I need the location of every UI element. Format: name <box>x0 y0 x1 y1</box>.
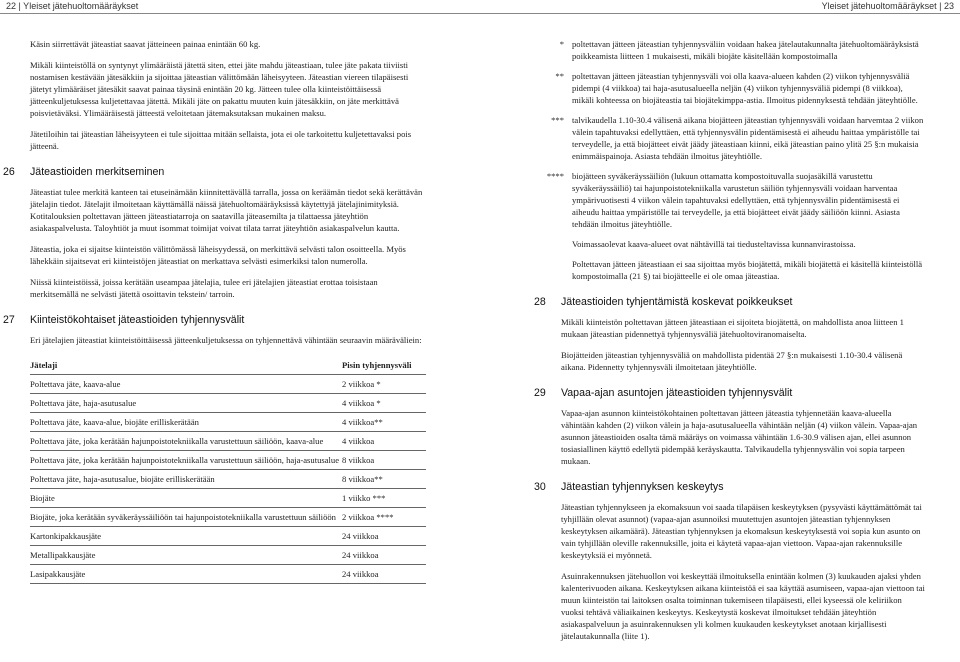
section-heading-26 <box>3 166 426 178</box>
cell-interval: 24 viikkoa <box>342 527 426 546</box>
section-heading-28 <box>534 296 926 308</box>
paragraph: Biojätteiden jäteastian tyhjennysväliä on mahdollista pidentää 27 §:n mukaisesti 1.10-30.4 välisenä aikana. Pidennetty tyhjennysväli ilmoitetaan jäteyhtiölle. <box>561 350 903 372</box>
cell-waste-type: Poltettava jäte, haja-asutusalue, biojäte erilliskerätään <box>30 470 342 489</box>
header-left-page-label: 22 | Yleiset jätehuoltomääräykset <box>6 1 139 11</box>
right-column <box>534 38 926 651</box>
note-text: Voimassaolevat kaava-alueet ovat nähtävillä tai tiedusteltavissa kunnanvirastoissa. <box>572 239 856 249</box>
table-row <box>30 546 426 565</box>
header-rule <box>0 13 960 14</box>
cell-waste-type: Poltettava jäte, kaava-alue <box>30 375 342 394</box>
section-number: 26 <box>3 166 15 178</box>
footnote-marker: * <box>559 39 564 49</box>
note-paragraph <box>534 258 926 282</box>
section-heading-27 <box>3 314 426 326</box>
paragraph: Mikäli kiinteistön poltettavan jätteen jäteastiaan ei sijoiteta biojätettä, on mahdollista anoa liitteen 1 mukaan jäteastian pidennettyä tyhjennysväliä jätehuoltoviranomaiselta. <box>561 317 904 339</box>
section-title: Jäteastioiden tyhjentämistä koskevat poikkeukset <box>561 296 793 308</box>
paragraph: Niissä kiinteistöissä, joissa kerätään useampaa jätelajia, tulee eri jätelajien jäteastiat erottaa toisistaan merkitsemällä ne selvästi jätettä osoittavin tekstein/ tarroin. <box>30 277 378 299</box>
column-header-interval: Pisin tyhjennysväli <box>342 356 426 375</box>
page-header <box>0 0 960 13</box>
footnote-text: biojätteen syväkeräyssäiliön (lukuun ottamatta kompostoituvalla suojasäkillä varustettu syväkeräyssäiliö) tai hajunpoistotekniikalla varustetun säiliön tyhjennysväli voidaan harventaa ympärivuotisesti 4 viikon välein tapahtuvaksi edellyttäen, että tyhjennysvälin pidentämisestä ei aiheudu haittaa ympäristölle tai terveydelle, ja että biojätteet eivät jäädy säiliöön kiinni. Asiasta tehdään ilmoitus jäteyhtiölle. <box>572 171 900 229</box>
footnote-text: poltettavan jätteen jäteastian tyhjennysväliin voidaan hakea jätelautakunnalta jätehuoltomääräyksistä poikkeamista liitteen 1 mukaisesti, mikäli biojäte käsitellään kompostoimalla <box>572 39 919 61</box>
footnote-marker: *** <box>551 115 564 125</box>
cell-interval: 4 viikkoa * <box>342 394 426 413</box>
section-title: Jäteastian tyhjennyksen keskeytys <box>561 481 724 493</box>
table-row <box>30 451 426 470</box>
table-row <box>30 565 426 584</box>
cell-waste-type: Poltettava jäte, joka kerätään hajunpoistotekniikalla varustettuun säiliöön, kaava-alue <box>30 432 342 451</box>
cell-waste-type: Poltettava jäte, joka kerätään hajunpoistotekniikalla varustettuun säiliöön, haja-asutusalue <box>30 451 342 470</box>
paragraph: Käsin siirrettävät jäteastiat saavat jätteineen painaa enintään 60 kg. <box>30 39 261 49</box>
cell-interval: 24 viikkoa <box>342 565 426 584</box>
section-title: Vapaa-ajan asuntojen jäteastioiden tyhjennysvälit <box>561 387 793 399</box>
paragraph: Jäteastia, joka ei sijaitse kiinteistön välittömässä läheisyydessä, on merkittävä selvästi talon osoitteella. Myös lähekkäin sijaitsevat eri kiinteistöjen jäteastiat on merkattava selvästi esimerkiksi talon numerolla. <box>30 244 406 266</box>
cell-waste-type: Biojäte, joka kerätään syväkeräyssäiliöön tai hajunpoistotekniikalla varustettuun säiliöön <box>30 508 342 527</box>
footnote <box>534 70 926 106</box>
column-header-waste-type: Jätelaji <box>30 356 342 375</box>
table-row <box>30 470 426 489</box>
paragraph: Jätetiloihin tai jäteastian läheisyyteen ei tule sijoittaa mitään sellaista, jota ei ole tarkoitettu kuljetettavaksi pois jätteenä. <box>30 129 412 151</box>
header-right-page-label: Yleiset jätehuoltomääräykset | 23 <box>821 1 954 11</box>
section-number: 27 <box>3 314 15 326</box>
section-heading-29 <box>534 387 926 399</box>
table-header-row <box>30 356 426 375</box>
paragraph: Jäteastian tyhjennykseen ja ekomaksuun voi saada tilapäisen keskeytyksen (pysyvästi käyttämättömät tai tyhjillään olevat asunnot) (vapaa-ajan asunnoiksi muutettujen asuntojen jäteastian tyhjennyksen keskeytyksen aikamäärä). Jäteastian tyhjennyksen ja ekomaksun keskeytyksestä voi sopia kun asunto on vain tyhjillään oleville rakennuksille, joita ei käytetä vapaa-ajan viettoon. Vapaa-ajan rakennuksille keskeytyksiä ei myönnetä. <box>561 502 922 560</box>
cell-interval: 2 viikkoa * <box>342 375 426 394</box>
table-row <box>30 508 426 527</box>
table-row <box>30 394 426 413</box>
footnote-text: poltettavan jätteen jäteastian tyhjennysväli voi olla kaava-alueen kahden (2) viikon tyhjennysväliä pidempi (4 viikkoa) tai haja-asutusalueella neljän (4) viikon tyhjennysväliä pidempi (8 viikkoa), mikäli kohteessa on biojäteastia tai biojätekimppa-astia. Ilmoitus pidennyksestä tehdään jäteyhtiölle. <box>572 71 918 105</box>
paragraph: Jäteastiat tulee merkitä kanteen tai etuseinämään kiinnitettävällä tarralla, jossa on keräämän tiedot sekä kerättävän jätelajin tiedot. Jätelajit ilmoitetaan käyttämällä näissä jätehuoltomääräyksissä käytettyjä jätelajinimityksiä. Kotitalouksien poltettavan jätteen jäteastiatarroja on saatavilla jäteasemilta ja tilattaessa jäteyhtiön asiakaspalvelusta. Taloyhtiöt ja muut isommat toimijat voivat tilata tarrat jäteyhtiön asiakaspalvelun kautta. <box>30 187 423 233</box>
cell-waste-type: Lasipakkausjäte <box>30 565 342 584</box>
footnote-text: talvikaudella 1.10-30.4 välisenä aikana biojätteen jäteastian tyhjennysväli voidaan harvemtaa 2 viikon välein tapahtuvaksi edellyttäen, että tyhjennysvälin pidentämisestä ei aiheudu haittaa ympäristölle tai terveydelle, ja että biojätteet eivät jäädy jäteastiaan kiinni, eikä jäteastian paino ylitä 25 §:n mukaisia enimmäispainoja. Asiasta tehdään ilmoitus jäteyhtiölle. <box>572 115 924 161</box>
table-row <box>30 432 426 451</box>
table-row <box>30 527 426 546</box>
section-number: 29 <box>534 387 546 399</box>
emptying-interval-table <box>30 356 426 584</box>
table-row <box>30 489 426 508</box>
cell-interval: 24 viikkoa <box>342 546 426 565</box>
section-number: 28 <box>534 296 546 308</box>
cell-waste-type: Metallipakkausjäte <box>30 546 342 565</box>
note-text: Poltettavan jätteen jäteastiaan ei saa sijoittaa myös biojätettä, mikäli biojätettä ei käsitellä kiinteistöllä kompostoimalla (21 §) tai biojätteelle ei ole omaa jäteastiaa. <box>572 259 923 281</box>
cell-waste-type: Biojäte <box>30 489 342 508</box>
note-paragraph <box>534 238 926 250</box>
cell-waste-type: Poltettava jäte, haja-asutusalue <box>30 394 342 413</box>
table-row <box>30 375 426 394</box>
cell-interval: 4 viikkoa** <box>342 413 426 432</box>
cell-interval: 4 viikkoa <box>342 432 426 451</box>
cell-waste-type: Kartonkipakkausjäte <box>30 527 342 546</box>
footnote <box>534 170 926 230</box>
paragraph: Vapaa-ajan asunnon kiinteistökohtainen poltettavan jätteen jäteastia tyhjennetään kaava-alueella vähintään kahden (2) viikon välein ja haja-asutusalueella vähintään neljän (4) viikon välein. Vapaa-ajan asunnon jäteastioiden osalta tämä määräys on voimassa vähintään 1.6-30.9 välisen ajan, ellei asunnon tosiasiallinen käyttö edellytä pidempää keräyskautta. Talvikaudella tyhjennysvälin voi sopia tarpeen mukaan. <box>561 408 918 466</box>
cell-waste-type: Poltettava jäte, kaava-alue, biojäte erilliskerätään <box>30 413 342 432</box>
paragraph: Asuinrakennuksen jätehuollon voi keskeyttää ilmoituksella enintään kolmen (3) kuukauden ajaksi yhden kalenterivuoden aikana. Keskeytyksen aikana kiinteistöä ei saa käyttää asumiseen, vapaa-ajan viettoon tai muun kiinteistön tai laitoksen osalta toiminnan tukemiseen tilapäisesti, ellei kyseessä ole keliriikon vuoksi tehtävä väliaikainen keskeytys. Keskeytystä koskevat ilmoitukset tehdään jäteyhtiön asiakaspalveluun ja asuinrakennuksen yli kolmen kuukauden keskeytykset anotaan kirjallisesti jätelautakunnalla (liite 1). <box>561 571 925 641</box>
table-row <box>30 413 426 432</box>
section-number: 30 <box>534 481 546 493</box>
section-title: Jäteastioiden merkitseminen <box>30 166 165 178</box>
footnote-marker: **** <box>546 171 564 181</box>
paragraph: Mikäli kiinteistöllä on syntynyt ylimääräistä jätettä siten, ettei jäte mahdu jäteastiaan, tulee jäte pakata tiiviisti nostamisen kestävään jätesäkkiin ja sijoittaa jäteastian välittömään läheisyyteen. Jäteastian viereen tilapäisesti jätetyt ylimääräiset jätesäkit saavat painaa täysinä enintään 20 kg. Jätteen tulee olla kiinteistöittäisessä jätteenkuljetuksessa kuljetettavaa jätettä. Mikäli jäte on pakattu muuten kuin jätesäkkiin, on jäte merkittävä poisvietäväksi. Ylimääräisestä jätteestä veloitetaan jätemaksutaksan mukainen maksu. <box>30 60 409 118</box>
section-title: Kiinteistökohtaiset jäteastioiden tyhjennysvälit <box>30 314 245 326</box>
cell-interval: 1 viikko *** <box>342 489 426 508</box>
footnote <box>534 38 926 62</box>
footnote-marker: ** <box>555 71 564 81</box>
footnote <box>534 114 926 162</box>
section-heading-30 <box>534 481 926 493</box>
paragraph: Eri jätelajien jäteastiat kiinteistöittäisessä jätteenkuljetuksessa on tyhjennettävä vähintään seuraavin määräväliein: <box>30 335 422 345</box>
left-column <box>3 38 426 584</box>
cell-interval: 8 viikkoa <box>342 451 426 470</box>
cell-interval: 2 viikkoa **** <box>342 508 426 527</box>
cell-interval: 8 viikkoa** <box>342 470 426 489</box>
